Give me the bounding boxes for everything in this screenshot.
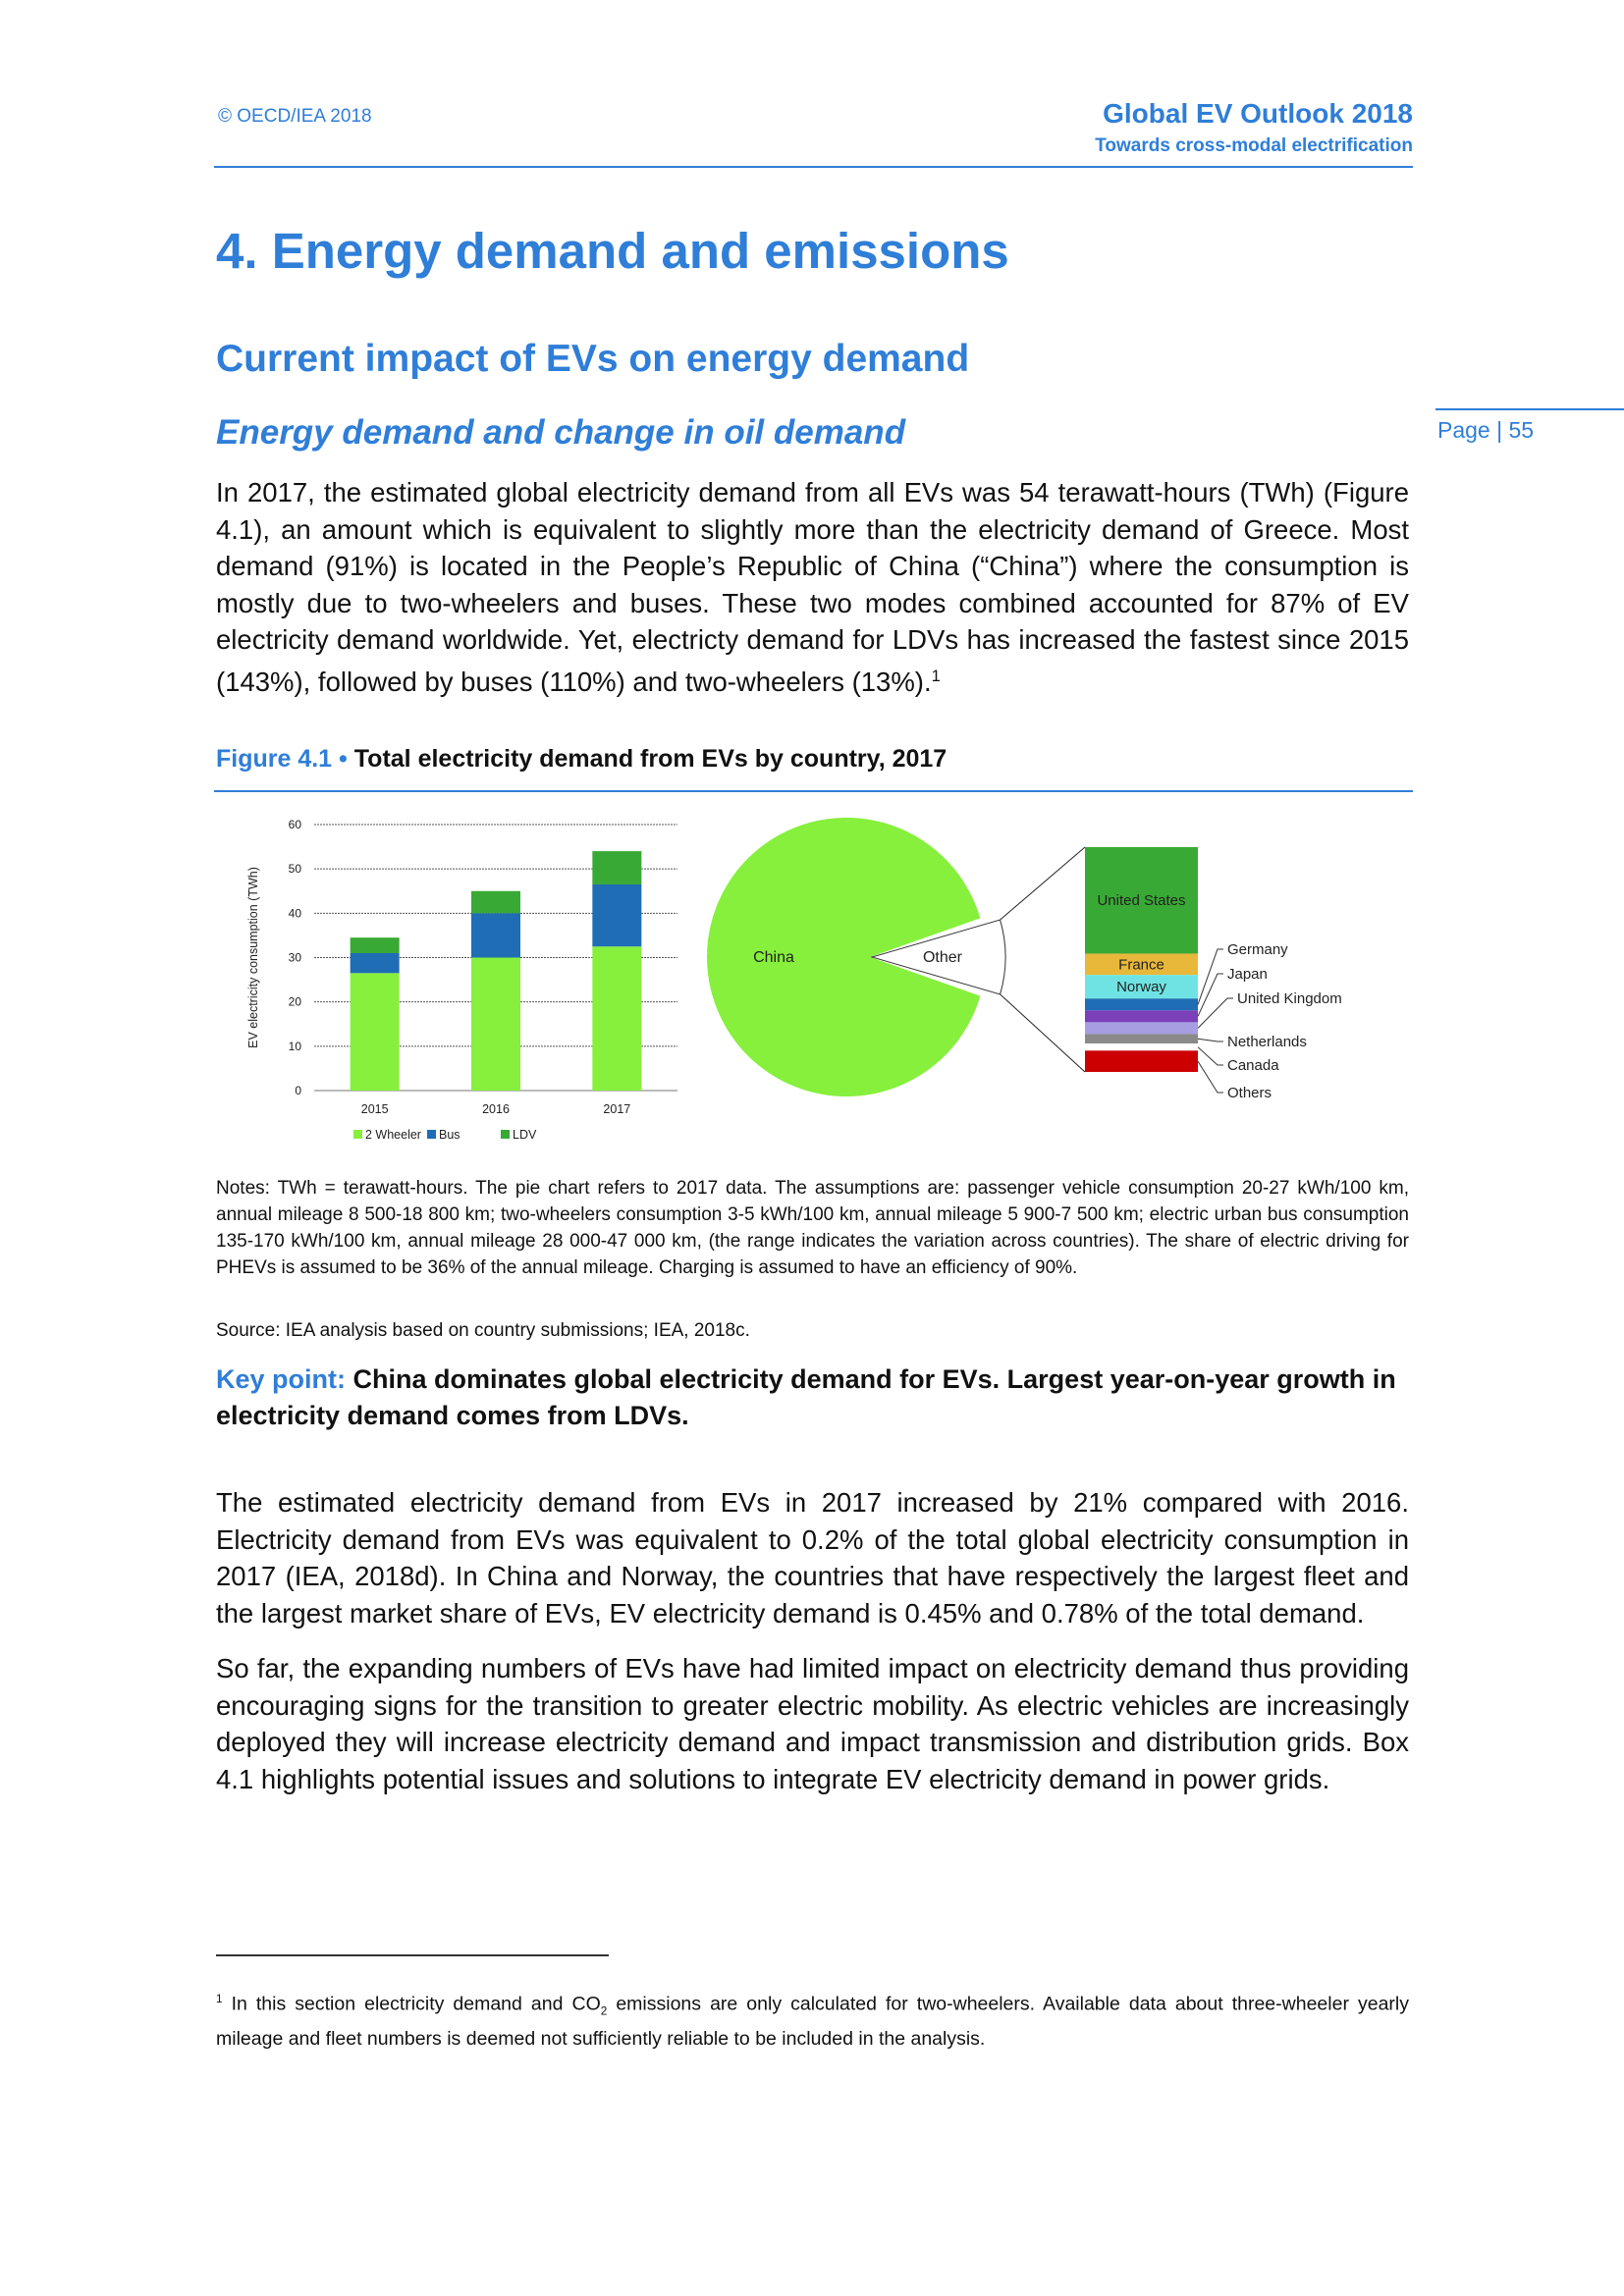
y-tick-label: 60 xyxy=(288,818,301,831)
footnote-text-1: In this section electricity demand and CO xyxy=(231,1993,601,2015)
segment-others xyxy=(1085,1050,1198,1072)
copyright: © OECD/IEA 2018 xyxy=(218,106,372,127)
y-axis-label: EV electricity consumption (TWh) xyxy=(246,867,260,1048)
x-tick-label: 2015 xyxy=(360,1102,389,1116)
y-tick-label: 0 xyxy=(295,1084,301,1097)
x-tick-label: 2017 xyxy=(603,1102,631,1116)
bar-2-wheeler-2015 xyxy=(351,973,400,1091)
connector-line xyxy=(1001,847,1085,920)
pie-chart xyxy=(707,818,1085,1096)
segment-label: United States xyxy=(1097,892,1186,910)
report-subtitle: Towards cross-modal electrification xyxy=(1095,135,1413,156)
legend-label: LDV xyxy=(513,1128,537,1142)
figure-caption: Total electricity demand from EVs by country, 2017 xyxy=(353,745,947,773)
segment-label: Canada xyxy=(1227,1057,1279,1074)
paragraph-1 xyxy=(216,474,1409,700)
segment-label: Norway xyxy=(1116,979,1166,996)
page-number: Page | 55 xyxy=(1437,417,1535,443)
subsection-title: Energy demand and change in oil demand xyxy=(216,413,906,452)
leader-line xyxy=(1198,1047,1223,1065)
key-point xyxy=(216,1362,1414,1434)
chapter-title: 4. Energy demand and emissions xyxy=(216,223,1009,279)
paragraph-2: The estimated electricity demand from EVs in 2017 increased by 21% compared with 2016. Electricity demand from EVs was equivalent to 0.2% of the total global electricity consumption in 2017 (IEA, 2018d). In China and Norway, the countries that have respectively the largest fleet and the largest market share of EVs, EV electricity demand is 0.45% and 0.78% of the total demand. xyxy=(216,1487,1409,1629)
bar-2-wheeler-2016 xyxy=(471,958,520,1092)
footnote-ref: 1 xyxy=(931,667,941,685)
footnote xyxy=(216,1985,1409,2054)
segment-label: France xyxy=(1118,956,1164,974)
report-title: Global EV Outlook 2018 xyxy=(1103,98,1413,129)
y-tick-label: 50 xyxy=(288,862,301,877)
segment-japan xyxy=(1085,1010,1198,1022)
other-breakdown-chart xyxy=(1085,847,1342,1101)
footnote-text-2: emissions are only calculated for two-wheelers. Available data about three-wheeler yearly mileage and fleet numbers is deemed not sufficiently reliable to be included in the analysis. xyxy=(216,1993,1409,2051)
figure-notes: Notes: TWh = terawatt-hours. The pie chart refers to 2017 data. The assumptions are: passenger vehicle consumption 20-27 kWh/100 km, annual mileage 8 500-18 800 km; two-wheelers consumption 3-5 kWh/100 km, annual mileage 5 900-7 500 km; electric urban bus consumption 135-170 kWh/100 km, annual mileage 28 000-47 000 km, (the range indicates the variation across countries). The share of electric driving for PHEVs is assumed to be 36% of the annual mileage. Charging is assumed to have an efficiency of 90%. xyxy=(216,1178,1409,1278)
legend-swatch xyxy=(501,1130,510,1139)
segment-label: Germany xyxy=(1227,941,1288,958)
segment-germany xyxy=(1085,998,1198,1010)
stacked-bar-chart xyxy=(246,818,677,1142)
y-tick-label: 20 xyxy=(288,994,301,1009)
y-tick-label: 40 xyxy=(288,906,301,921)
connector-line xyxy=(1001,994,1085,1072)
bar-ldv-2017 xyxy=(592,851,641,884)
pie-label-other: Other xyxy=(922,949,963,966)
page-divider xyxy=(1435,408,1624,410)
key-point-label: Key point: xyxy=(216,1364,346,1394)
section-title: Current impact of EVs on energy demand xyxy=(216,338,970,380)
leader-line xyxy=(1198,998,1233,1028)
bar-ldv-2016 xyxy=(471,891,520,914)
pie-label-china: China xyxy=(753,949,794,966)
y-tick-label: 30 xyxy=(288,950,301,965)
leader-line xyxy=(1198,1039,1223,1041)
legend-swatch xyxy=(353,1130,362,1139)
figure-title xyxy=(216,745,947,774)
legend-swatch xyxy=(427,1130,436,1139)
segment-label: Others xyxy=(1227,1085,1272,1101)
figure-label: Figure 4.1 xyxy=(216,745,333,773)
segment-united-kingdom xyxy=(1085,1022,1198,1034)
figure-chart xyxy=(0,800,1624,1158)
leader-line xyxy=(1198,1061,1223,1093)
bar-bus-2017 xyxy=(592,884,641,946)
footnote-divider xyxy=(216,1954,609,1956)
header-divider xyxy=(214,166,1413,168)
bar-2-wheeler-2017 xyxy=(592,946,641,1091)
y-tick-label: 10 xyxy=(288,1039,301,1053)
leader-line xyxy=(1198,949,1223,1004)
figure-source: Source: IEA analysis based on country submissions; IEA, 2018c. xyxy=(216,1320,750,1341)
bar-bus-2016 xyxy=(471,913,520,957)
legend-label: 2 Wheeler xyxy=(365,1128,421,1142)
footnote-subscript: 2 xyxy=(600,2004,608,2018)
footnote-marker: 1 xyxy=(216,1993,223,2005)
bar-bus-2015 xyxy=(351,953,400,973)
paragraph-1-text: In 2017, the estimated global electricity demand from all EVs was 54 terawatt-hours (TWh) (Figure 4.1), an amount which is equivalent to slightly more than the electricity demand of Greece. Most demand (91%) is located in the People’s Republic of China (“China”) where the consumption is mostly due to two-wheelers and buses. These two modes combined accounted for 87% of EV electricity demand worldwide. Yet, electricty demand for LDVs has increased the fastest since 2015 (143%), followed by buses (110%) and two-wheelers (13%). xyxy=(216,477,1409,697)
key-point-text: China dominates global electricity demand for EVs. Largest year-on-year growth in electricity demand comes from LDVs. xyxy=(216,1364,1396,1430)
segment-label: Japan xyxy=(1227,966,1268,983)
bar-ldv-2015 xyxy=(351,937,400,953)
legend-label: Bus xyxy=(439,1128,460,1142)
segment-label: Netherlands xyxy=(1227,1034,1307,1050)
segment-label: United Kingdom xyxy=(1237,990,1342,1007)
segment-netherlands xyxy=(1085,1034,1198,1043)
paragraph-3: So far, the expanding numbers of EVs have had limited impact on electricity demand thus providing encouraging signs for the transition to greater electric mobility. As electric vehicles are increasingly deployed they will increase electricity demand and impact transmission and distribution grids. Box 4.1 highlights potential issues and solutions to integrate EV electricity demand in power grids. xyxy=(216,1653,1409,1794)
figure-divider xyxy=(214,790,1413,792)
x-tick-label: 2016 xyxy=(482,1102,510,1116)
figure-bullet: • xyxy=(339,745,348,773)
segment-canada xyxy=(1085,1043,1198,1050)
